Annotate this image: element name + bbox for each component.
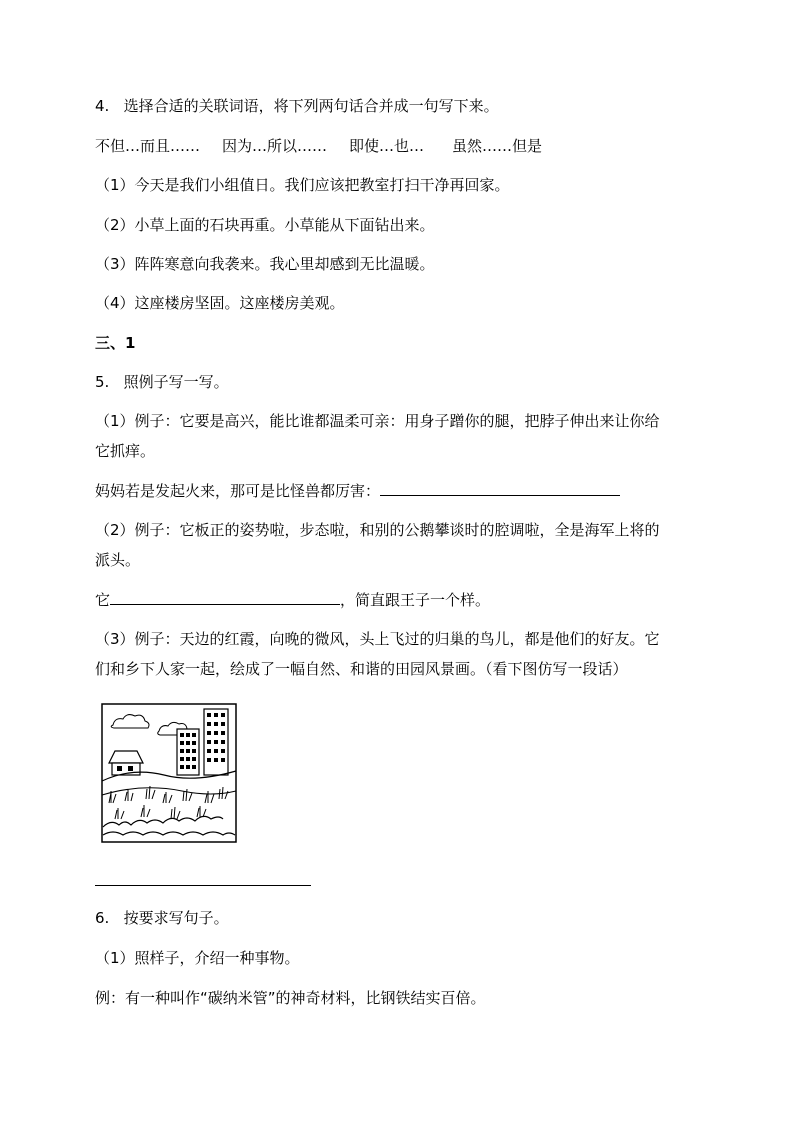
q4-item-2: （2）小草上面的石块再重。小草能从下面钻出来。: [95, 216, 435, 234]
q4-option-3: 即使…也…: [349, 137, 425, 155]
q6-title: 6. 按要求写句子。: [95, 909, 229, 927]
q5-example-3-line-1: （3）例子：天边的红霞，向晚的微风，头上飞过的归巢的鸟儿，都是他们的好友。它: [95, 630, 660, 648]
q4-option-1: 不但…而且……: [95, 137, 201, 155]
q4-title: 4. 选择合适的关联词语，将下列两句话合并成一句写下来。: [95, 97, 499, 115]
q5-example-2-prompt: [95, 589, 490, 610]
q5-example-2-prompt-start: 它: [95, 591, 111, 609]
q6-item-1: （1）照样子，介绍一种事物。: [95, 949, 300, 967]
answer-blank-2[interactable]: [110, 589, 340, 605]
section-heading: 三、1: [95, 334, 136, 352]
countryside-illustration: [101, 703, 237, 843]
q4-options: [95, 136, 542, 156]
answer-line-3[interactable]: [95, 885, 311, 886]
q5-example-1-prompt: [95, 480, 620, 501]
q4-option-4: 虽然……但是: [452, 137, 543, 155]
q5-example-1-line-1: （1）例子：它要是高兴，能比谁都温柔可亲：用身子蹭你的腿，把脖子伸出来让你给: [95, 412, 660, 430]
q6-example: 例：有一种叫作“碳纳米管”的神奇材料，比钢铁结实百倍。: [95, 989, 486, 1007]
answer-blank-1[interactable]: [380, 480, 620, 496]
q5-example-1-line-2: 它抓痒。: [95, 442, 156, 460]
q5-example-2-line-2: 派头。: [95, 551, 141, 569]
q4-item-1: （1）今天是我们小组值日。我们应该把教室打扫干净再回家。: [95, 176, 510, 194]
q5-example-2-prompt-end: ，简直跟王子一个样。: [340, 591, 491, 609]
q5-example-2-line-1: （2）例子：它板正的姿势啦，步态啦，和别的公鹅攀谈时的腔调啦，全是海军上将的: [95, 521, 660, 539]
q5-title: 5. 照例子写一写。: [95, 373, 229, 391]
q5-example-1-prompt-text: 妈妈若是发起火来，那可是比怪兽都厉害：: [95, 482, 381, 500]
q4-item-3: （3）阵阵寒意向我袭来。我心里却感到无比温暖。: [95, 255, 435, 273]
q5-example-3-line-2: 们和乡下人家一起，绘成了一幅自然、和谐的田园风景画。（看下图仿写一段话）: [95, 660, 628, 678]
q4-option-2: 因为…所以……: [222, 137, 328, 155]
q4-item-4: （4）这座楼房坚固。这座楼房美观。: [95, 294, 345, 312]
